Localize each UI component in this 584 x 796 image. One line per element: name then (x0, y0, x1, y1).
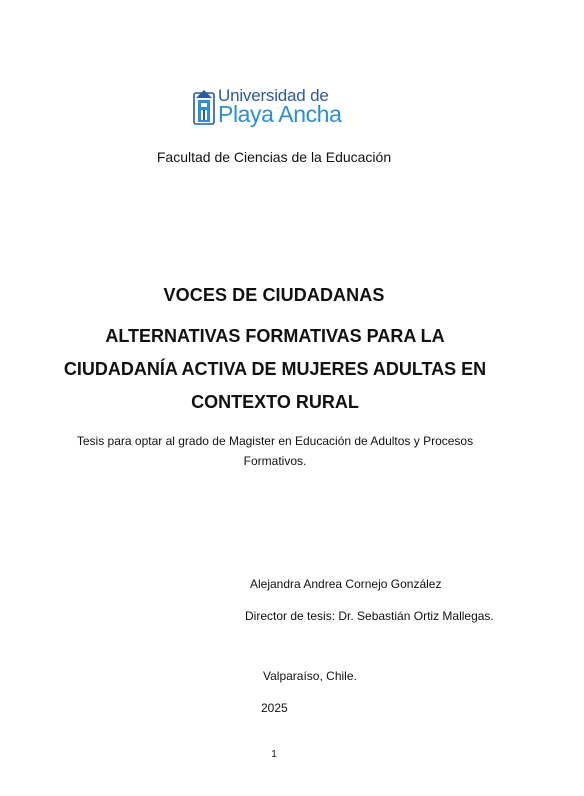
logo-text-universidad: Universidad de (218, 86, 329, 105)
logo-text-playa-ancha: Playa Ancha (218, 101, 342, 127)
author-name: Alejandra Andrea Cornejo González (250, 577, 442, 591)
thesis-director: Director de tesis: Dr. Sebastián Ortiz Mallegas. (245, 609, 494, 623)
faculty-name: Facultad de Ciencias de la Educación (156, 149, 392, 165)
subtitle-line: ALTERNATIVAS FORMATIVAS PARA LA (105, 326, 445, 346)
subtitle-line: CIUDADANÍA ACTIVA DE MUJERES ADULTAS EN (63, 359, 487, 379)
degree-line: Formativos. (243, 454, 307, 468)
degree-statement (50, 431, 500, 471)
degree-line: Tesis para optar al grado de Magister en Educación de Adultos y Procesos (76, 434, 474, 448)
thesis-subtitle (40, 320, 510, 419)
university-emblem-icon (193, 87, 215, 125)
page-number: 1 (271, 749, 277, 760)
thesis-title: VOCES DE CIUDADANAS (163, 285, 385, 305)
subtitle-line: CONTEXTO RURAL (191, 392, 359, 412)
place: Valparaíso, Chile. (263, 669, 357, 683)
university-logo (193, 86, 361, 128)
year: 2025 (261, 701, 288, 715)
